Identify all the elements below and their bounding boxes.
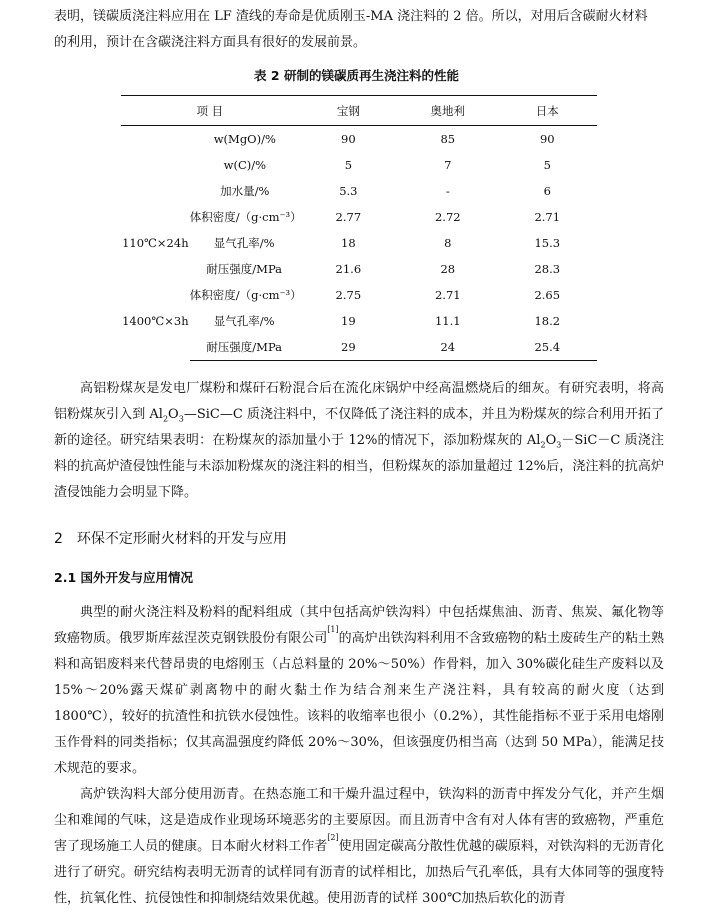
row-property: 体积密度/（g·cm⁻³） xyxy=(189,209,302,224)
header-japan: 日本 xyxy=(498,96,597,126)
paragraph-1-line-1: 表明，镁碳质浇注料应用在 LF 渣线的寿命是优质刚玉-MA 浇注料的 2 倍。所以，对用后含碳耐火材料 xyxy=(54,9,648,24)
table-row xyxy=(121,126,597,152)
cell-value: 7 xyxy=(444,157,452,172)
subscript-3: 3 xyxy=(178,414,184,424)
cell-value: 28 xyxy=(440,262,456,277)
cell-value: 8 xyxy=(444,235,452,250)
row-property: 显气孔率/% xyxy=(213,235,275,250)
row-group-label: 110℃×24h xyxy=(122,235,189,250)
row-property: 体积密度/（g·cm⁻³） xyxy=(189,288,302,303)
row-property: 加水量/% xyxy=(220,183,270,198)
table-row xyxy=(121,178,597,204)
section-2-title: 环保不定形耐火材料的开发与应用 xyxy=(76,531,287,547)
cell-value: 90 xyxy=(341,131,356,146)
cell-value: 21.6 xyxy=(335,262,362,277)
cell-value: 18.2 xyxy=(534,314,561,329)
cell-value: 28.3 xyxy=(534,262,561,277)
cell-value: 5 xyxy=(543,157,551,172)
table-2-title: 表 2 研制的镁碳质再生浇注料的性能 xyxy=(254,68,459,83)
citation-1: [1] xyxy=(327,625,339,634)
subscript-2: 2 xyxy=(540,440,546,450)
paragraph-2-text-d: O xyxy=(545,433,557,448)
header-item: 项 目 xyxy=(121,96,299,126)
row-property: 显气孔率/% xyxy=(213,314,275,329)
table-row xyxy=(121,308,597,334)
row-group-label: 1400℃×3h xyxy=(122,314,189,329)
table-row xyxy=(121,282,597,308)
table-row xyxy=(121,152,597,178)
paragraph-4-text-a: 高炉铁沟料大部分使用沥青。在热态施工和干燥升温过程中，铁沟料的沥青中挥发分气化，并产生烟尘和难闻的气味，这是造成作业现场环境恶劣的主要原因。而且沥青中含有对人体有害的致癌物，严重危害了现场施工人员的健康。日本耐火材料工作者 xyxy=(54,787,664,854)
row-property: 耐压强度/MPa xyxy=(190,334,299,360)
table-row xyxy=(121,334,597,360)
paragraph-2-text-a: 高铝粉煤灰是发电厂煤粉和煤矸石粉混合后在流化床锅炉中经高温燃烧后的细灰。有研究表明，将高铝粉煤灰引入到 Al xyxy=(54,381,664,422)
paragraph-2-text-b: O xyxy=(168,407,179,422)
section-2-number: 2 xyxy=(54,531,63,547)
section-2-1-heading: 2.1 国外开发与应用情况 xyxy=(54,570,193,585)
paragraph-3 xyxy=(54,600,664,782)
cell-value: 90 xyxy=(539,131,555,146)
table-2 xyxy=(121,95,597,361)
cell-value: 2.65 xyxy=(534,288,561,303)
section-2-heading xyxy=(54,528,287,548)
table-row xyxy=(121,204,597,230)
cell-value: 11.1 xyxy=(434,314,461,329)
cell-value: 2.72 xyxy=(434,209,461,224)
cell-value: 19 xyxy=(341,314,356,329)
header-baosteel: 宝钢 xyxy=(299,96,398,126)
row-property: 耐压强度/MPa xyxy=(206,262,283,277)
subscript-2: 2 xyxy=(162,414,169,424)
row-property: w(MgO)/% xyxy=(213,131,276,146)
cell-value: 2.71 xyxy=(534,209,561,224)
cell-value: 24 xyxy=(398,334,497,360)
cell-value: 2.71 xyxy=(434,288,461,303)
paragraph-3-text-a: 典型的耐火浇注料及粉料的配料组成（其中包括高炉铁沟料）中包括煤焦油、沥青、焦炭、氟化物等致癌物质。俄罗斯库兹涅茨克钢铁股份有限公司 xyxy=(54,605,664,646)
paragraph-3-text-b: 的高炉出铁沟料利用不含致癌物的粘土废砖生产的粘土熟料和高铝废料来代替昂贵的电熔刚玉（占总料量的 20%～50%）作骨料，加入 30%碳化硅生产废料以及 15%～20%露天煤矿剥离物中的耐火黏土作为结合剂来生产浇注料，具有较高的耐火度（达到 1800℃），较好的抗渣性和抗铁水侵蚀性。该料的收缩率也很小（0.2%），其性能指标不亚于采用电熔刚玉作骨料的同类指标；仅其高温强度约降低 20%～30%，但该强度仍相当高（达到 50 MPa），能满足技术规范的要求。 xyxy=(54,631,664,776)
table-header-row xyxy=(121,96,597,126)
paragraph-4 xyxy=(54,782,664,912)
paragraph-2-text-e: －SiC－C 质浇注料的抗高炉渣侵蚀性能与未添加粉煤灰的浇注料的相当，但粉煤灰的添加量超过 12%后，浇注料的抗高炉渣侵蚀能力会明显下降。 xyxy=(54,433,664,500)
table-row xyxy=(121,256,597,282)
subscript-3: 3 xyxy=(556,440,562,450)
paragraph-4-text-b: 使用固定碳高分散性优越的碳原料，对铁沟料的无沥青化进行了研究。研究结构表明无沥青的试样同有沥青的试样相比，加热后气孔率低，具有大体同等的强度特性，抗氧化性、抗侵蚀性和抑制烧结效果优越。使用沥青的试样 300℃加热后软化的沥青 xyxy=(54,839,664,906)
cell-value: 2.77 xyxy=(335,209,362,224)
paragraph-1-line-2: 的利用，预计在含碳浇注料方面具有很好的发展前景。 xyxy=(54,35,367,50)
paragraph-2 xyxy=(54,376,664,506)
cell-value: 25.4 xyxy=(498,334,597,360)
cell-value: 2.75 xyxy=(335,288,362,303)
citation-2: [2] xyxy=(327,833,339,842)
paragraph-1 xyxy=(54,4,664,56)
cell-value: 5 xyxy=(344,157,353,172)
paragraph-2-text-c: —SiC—C 质浇注料中，不仅降低了浇注料的成本，并且为粉煤灰的综合利用开拓了新的途径。研究结果表明：在粉煤灰的添加量小于 12%的情况下，添加粉煤灰的 Al xyxy=(54,407,664,448)
cell-value: 15.3 xyxy=(534,235,561,250)
cell-value: 6 xyxy=(543,183,551,198)
cell-value: 5.3 xyxy=(339,183,358,198)
header-austria: 奥地利 xyxy=(398,96,497,126)
table-row xyxy=(121,230,597,256)
cell-value: 18 xyxy=(341,235,356,250)
cell-value: 85 xyxy=(440,131,456,146)
row-property: w(C)/% xyxy=(223,157,267,172)
cell-value: - xyxy=(445,183,450,198)
cell-value: 29 xyxy=(299,334,398,360)
